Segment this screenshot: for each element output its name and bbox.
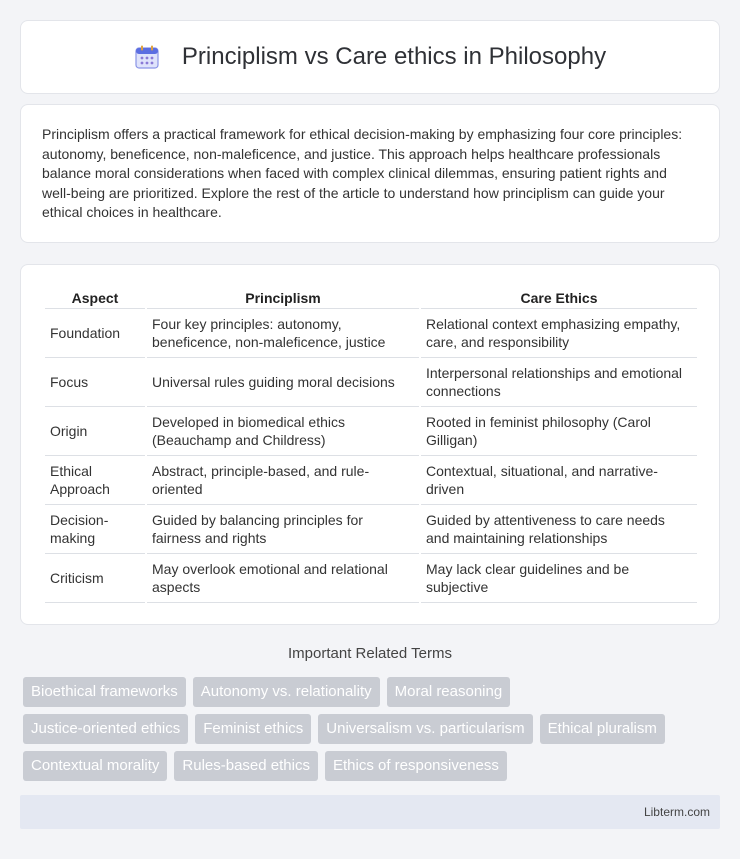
cell-principlism: Developed in biomedical ethics (Beauchamp and Childress) [147,407,419,456]
tag-contextual-morality[interactable]: Contextual morality [23,751,167,781]
tag-rules-based-ethics[interactable]: Rules-based ethics [174,751,318,781]
cell-care-ethics: Contextual, situational, and narrative-driven [421,456,697,505]
tag-row [23,751,723,781]
tag-row [23,677,723,707]
intro-paragraph: Principlism offers a practical framework for ethical decision-making by emphasizing four core principles: autonomy, beneficence, non-maleficence, and justice. This approach helps healthcare professionals balance moral considerations when faced with complex clinical dilemmas, ensuring patient rights and well-being are prioritized. Explore the rest of the article to understand how principlism can guide your ethical choices in healthcare. [42,126,683,220]
cell-care-ethics: Relational context emphasizing empathy, care, and responsibility [421,309,697,358]
related-terms-list [23,677,723,788]
related-terms-heading: Important Related Terms [288,645,452,662]
table-row [45,554,697,603]
cell-aspect: Origin [45,407,145,456]
cell-aspect: Criticism [45,554,145,603]
header-care-ethics: Care Ethics [421,285,697,309]
comparison-table-card [20,264,720,625]
table-header-row [45,285,697,309]
tag-ethical-pluralism[interactable]: Ethical pluralism [540,714,665,744]
header-principlism: Principlism [147,285,419,309]
page-title: Principlism vs Care ethics in Philosophy [181,43,607,70]
comparison-table [43,285,699,603]
footer [20,795,720,829]
table-row [45,407,697,456]
cell-care-ethics: Rooted in feminist philosophy (Carol Gilligan) [421,407,697,456]
tag-ethics-of-responsiveness[interactable]: Ethics of responsiveness [325,751,507,781]
tag-row [23,714,723,744]
cell-principlism: Four key principles: autonomy, beneficence, non-maleficence, justice [147,309,419,358]
tag-moral-reasoning[interactable]: Moral reasoning [387,677,511,707]
tag-feminist-ethics[interactable]: Feminist ethics [195,714,311,744]
table-row [45,505,697,554]
cell-principlism: May overlook emotional and relational aspects [147,554,419,603]
cell-aspect: Focus [45,358,145,407]
cell-aspect: Ethical Approach [45,456,145,505]
title-card [20,20,720,94]
calendar-icon [134,44,160,70]
tag-autonomy-vs-relationality[interactable]: Autonomy vs. relationality [193,677,380,707]
footer-brand[interactable]: Libterm.com [643,805,710,819]
cell-principlism: Guided by balancing principles for fairness and rights [147,505,419,554]
intro-card [20,104,720,243]
tag-bioethical-frameworks[interactable]: Bioethical frameworks [23,677,186,707]
tag-justice-oriented-ethics[interactable]: Justice-oriented ethics [23,714,188,744]
cell-care-ethics: Interpersonal relationships and emotional connections [421,358,697,407]
table-row [45,456,697,505]
tag-universalism-vs-particularism[interactable]: Universalism vs. particularism [318,714,532,744]
cell-principlism: Universal rules guiding moral decisions [147,358,419,407]
cell-aspect: Foundation [45,309,145,358]
cell-aspect: Decision-making [45,505,145,554]
table-row [45,309,697,358]
table-row [45,358,697,407]
cell-principlism: Abstract, principle-based, and rule-oriented [147,456,419,505]
cell-care-ethics: May lack clear guidelines and be subjective [421,554,697,603]
header-aspect: Aspect [45,285,145,309]
cell-care-ethics: Guided by attentiveness to care needs and maintaining relationships [421,505,697,554]
